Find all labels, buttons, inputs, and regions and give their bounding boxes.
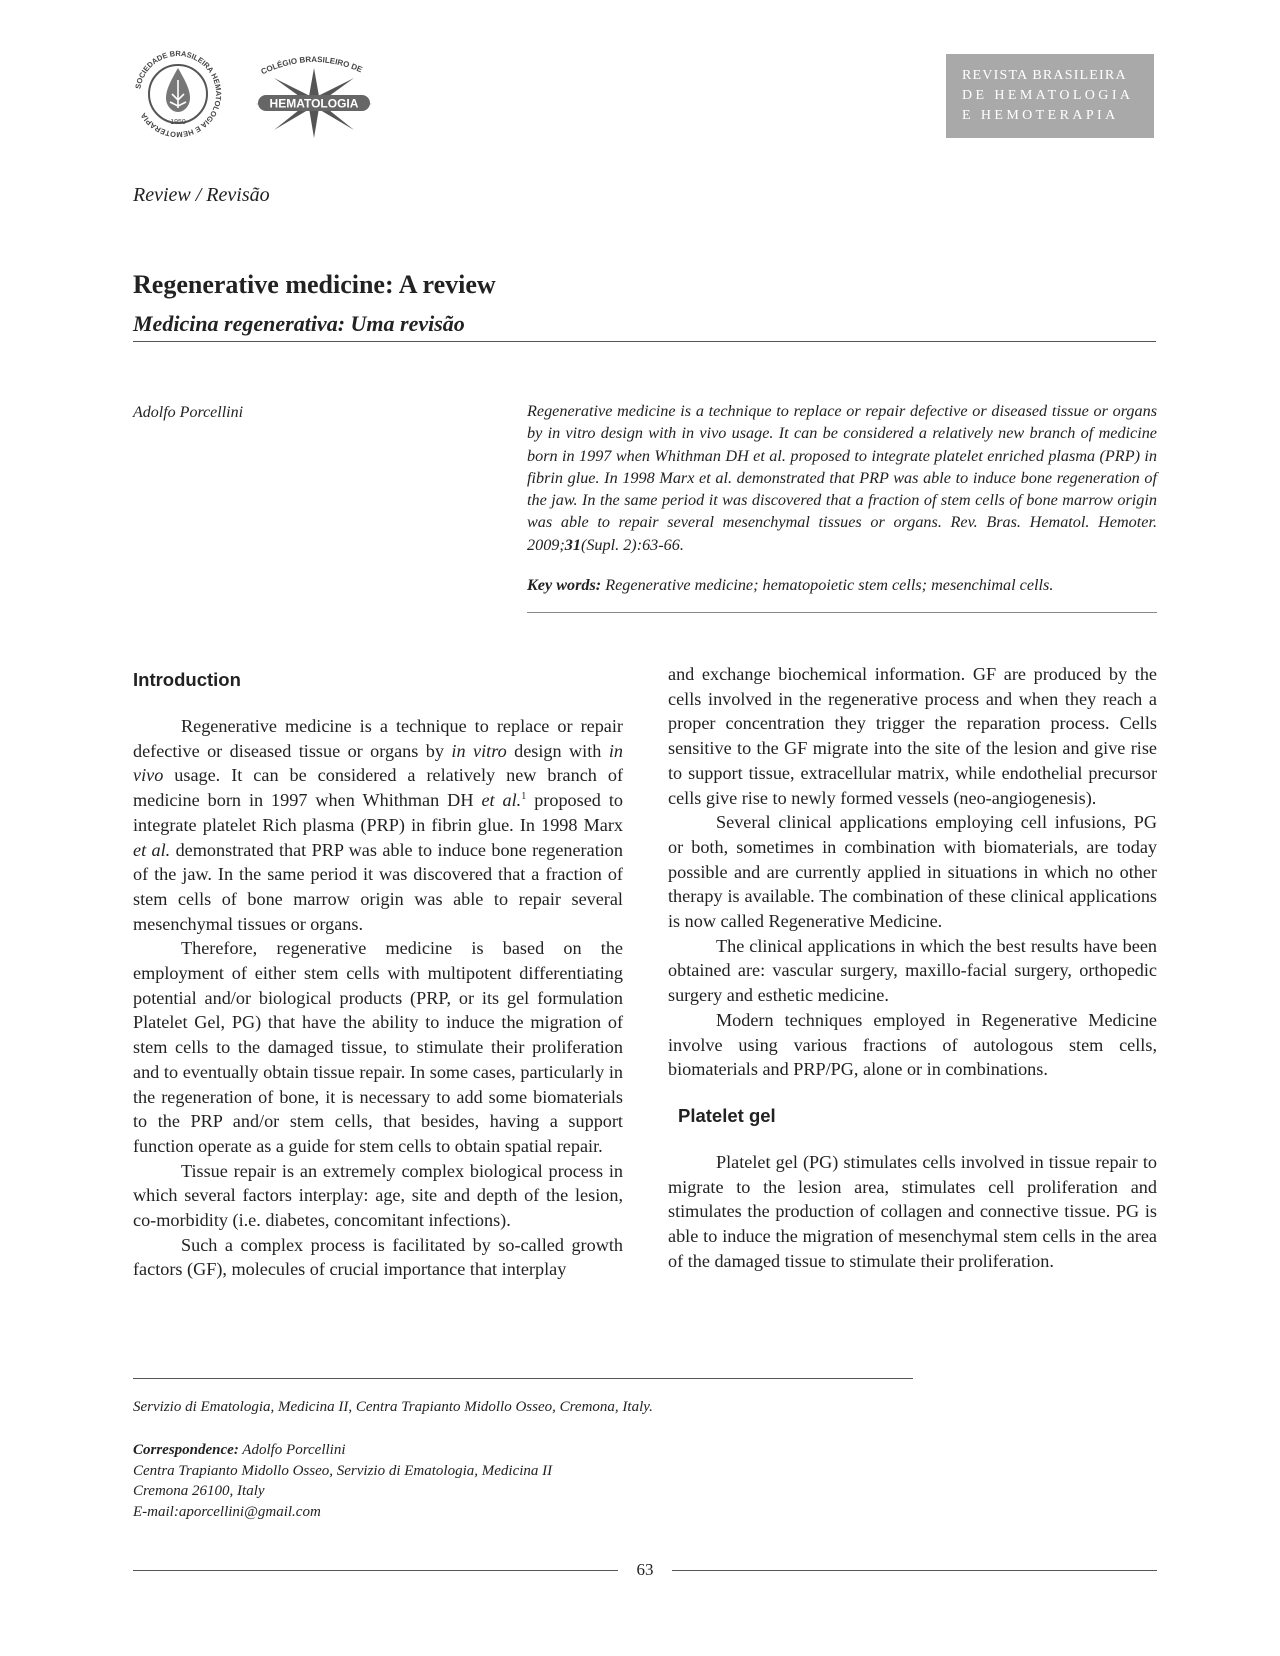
heading-introduction: Introduction [133, 669, 241, 690]
page-rule-left [133, 1570, 618, 1571]
society-logo [128, 44, 228, 144]
abstract-text: Regenerative medicine is a technique to replace or repair defective or diseased tissue or organs by in vitro design with in vivo usage. It can be considered a relatively new branch of medicine born in 1997 when Whithman DH et al. proposed to integrate platelet enriched plasma (PRP) in fibrin glue. In 1998 Marx et al. demonstrated that PRP was able to induce bone regeneration of the jaw. In the same period it was discovered that a fraction of stem cells of bone marrow origin was able to repair several mesenchymal tissues or organs. [527, 402, 1157, 532]
correspondence-label: Correspondence: [133, 1442, 239, 1458]
paragraph-3: Tissue repair is an extremely complex biological process in which several factors interplay: age, site and depth of the lesion, co-morbidity (i.e. diabetes, concomitant infections). [133, 1160, 623, 1231]
correspondence-address-2: Cremona 26100, Italy [133, 1483, 265, 1499]
paragraph-4a: Such a complex process is facilitated by so-called growth factors (GF), molecules of crucial importance that interplay [133, 1234, 623, 1280]
paragraph-8: Platelet gel (PG) stimulates cells involved in tissue repair to migrate to the lesion area, stimulates cell proliferation and stimulates the production of collagen and connective tissue. PG is able to induce the migration of mesenchymal stem cells in the area of the damaged tissue to stimulate their proliferation. [668, 1151, 1157, 1271]
college-logo [244, 48, 384, 144]
abstract-citation-pre: Rev. Bras. Hematol. Hemoter. 2009; [527, 513, 1157, 554]
page-rule-right [672, 1570, 1157, 1571]
page-number: 63 [636, 1560, 654, 1579]
paragraph-4b: and exchange biochemical information. GF are produced by the cells involved in the regenerative process and when they reach a proper concentration they trigger the reparation process. Cells sensitive to the GF migrate into the site of the lesion and give rise to support tissue, extracellular matrix, while endothelial precursor cells give rise to newly formed vessels (neo-angiogenesis). [668, 664, 1157, 808]
correspondence [133, 1440, 552, 1522]
keywords-text: Regenerative medicine; hematopoietic stem cells; mesenchimal cells. [601, 576, 1054, 594]
svg-text:COLÉGIO BRASILEIRO DE [260, 55, 365, 76]
author-name: Adolfo Porcellini [133, 404, 244, 421]
journal-banner [946, 54, 1154, 138]
affiliation: Servizio di Ematologia, Medicina II, Centra Trapianto Midollo Osseo, Cremona, Italy. [133, 1399, 653, 1415]
society-ring-text: SOCIEDADE BRASILEIRA HEMATOLOGIA E HEMOTERAPIA [133, 48, 224, 140]
article-title: Regenerative medicine: A review [133, 270, 496, 299]
footnote-divider [133, 1378, 913, 1379]
abstract-citation-post: (Supl. 2):63-66. [580, 535, 684, 554]
paragraph-2: Therefore, regenerative medicine is based on the employment of either stem cells with multipotent differentiating potential and/or biological products (PRP, or its gel formulation Platelet Gel, PG) that have the ability to induce the migration of stem cells to the damaged tissue, to stimulate their proliferation and to eventually obtain tissue repair. In some cases, particularly in the regeneration of bone, it is necessary to add some biomaterials to the PRP and/or stem cells, that besides, having a support function operate as a guide for stem cells to obtain spatial repair. [133, 938, 623, 1156]
correspondence-address-1: Centra Trapianto Midollo Osseo, Servizio di Ematologia, Medicina II [133, 1462, 553, 1479]
paragraph-6: The clinical applications in which the best results have been obtained are: vascular surgery, maxillo-facial surgery, orthopedic surgery and esthetic medicine. [668, 935, 1157, 1006]
body-column-left [133, 662, 623, 1282]
title-divider [133, 341, 1156, 342]
journal-line-3: E HEMOTERAPIA [962, 108, 1119, 123]
correspondence-name: Adolfo Porcellini [238, 1442, 346, 1458]
society-year: 1950 [170, 119, 186, 126]
college-arc-text: COLÉGIO BRASILEIRO DE [259, 54, 364, 77]
article-subtitle: Medicina regenerativa: Uma revisão [133, 311, 465, 336]
paragraph-7: Modern techniques employed in Regenerative Medicine involve using various fractions of autologous stem cells, biomaterials and PRP/PG, alone or in combinations. [668, 1009, 1157, 1080]
paragraph-1: Regenerative medicine is a technique to replace or repair defective or diseased tissue or organs by in vitro design with in vivo usage. It can be considered a relatively new branch of medicine born in 1997 when Whithman DH et al.$^1$ proposed to integrate platelet Rich plasma (PRP) in fibrin glue. In 1998 Marx et al. demonstrated that PRP was able to induce bone regeneration of the jaw. In the same period it was discovered that a fraction of stem cells of bone marrow origin was able to repair several mesenchymal tissues or organs. [133, 716, 624, 934]
abstract [527, 400, 1157, 556]
journal-line-1: REVISTA BRASILEIRA [962, 68, 1127, 83]
correspondence-email: E-mail:aporcellini@gmail.com [133, 1503, 321, 1520]
reference-1: 1 [521, 791, 527, 803]
keywords-label: Key words: [527, 576, 602, 594]
keywords [527, 576, 1157, 595]
abstract-citation-volume: 31 [564, 535, 581, 554]
heading-platelet-gel: Platelet gel [678, 1104, 776, 1126]
section-label: Review / Revisão [133, 184, 270, 206]
body-column-right [668, 662, 1157, 1273]
college-logo-word: HEMATOLOGIA [269, 96, 359, 111]
abstract-divider [527, 612, 1157, 613]
paragraph-5: Several clinical applications employing cell infusions, PG or both, sometimes in combination with biomaterials, are today possible and are currently applied in situations in which no other therapy is available. The combination of these clinical applications is now called Regenerative Medicine. [668, 812, 1157, 932]
journal-line-2: DE HEMATOLOGIA [962, 88, 1134, 103]
